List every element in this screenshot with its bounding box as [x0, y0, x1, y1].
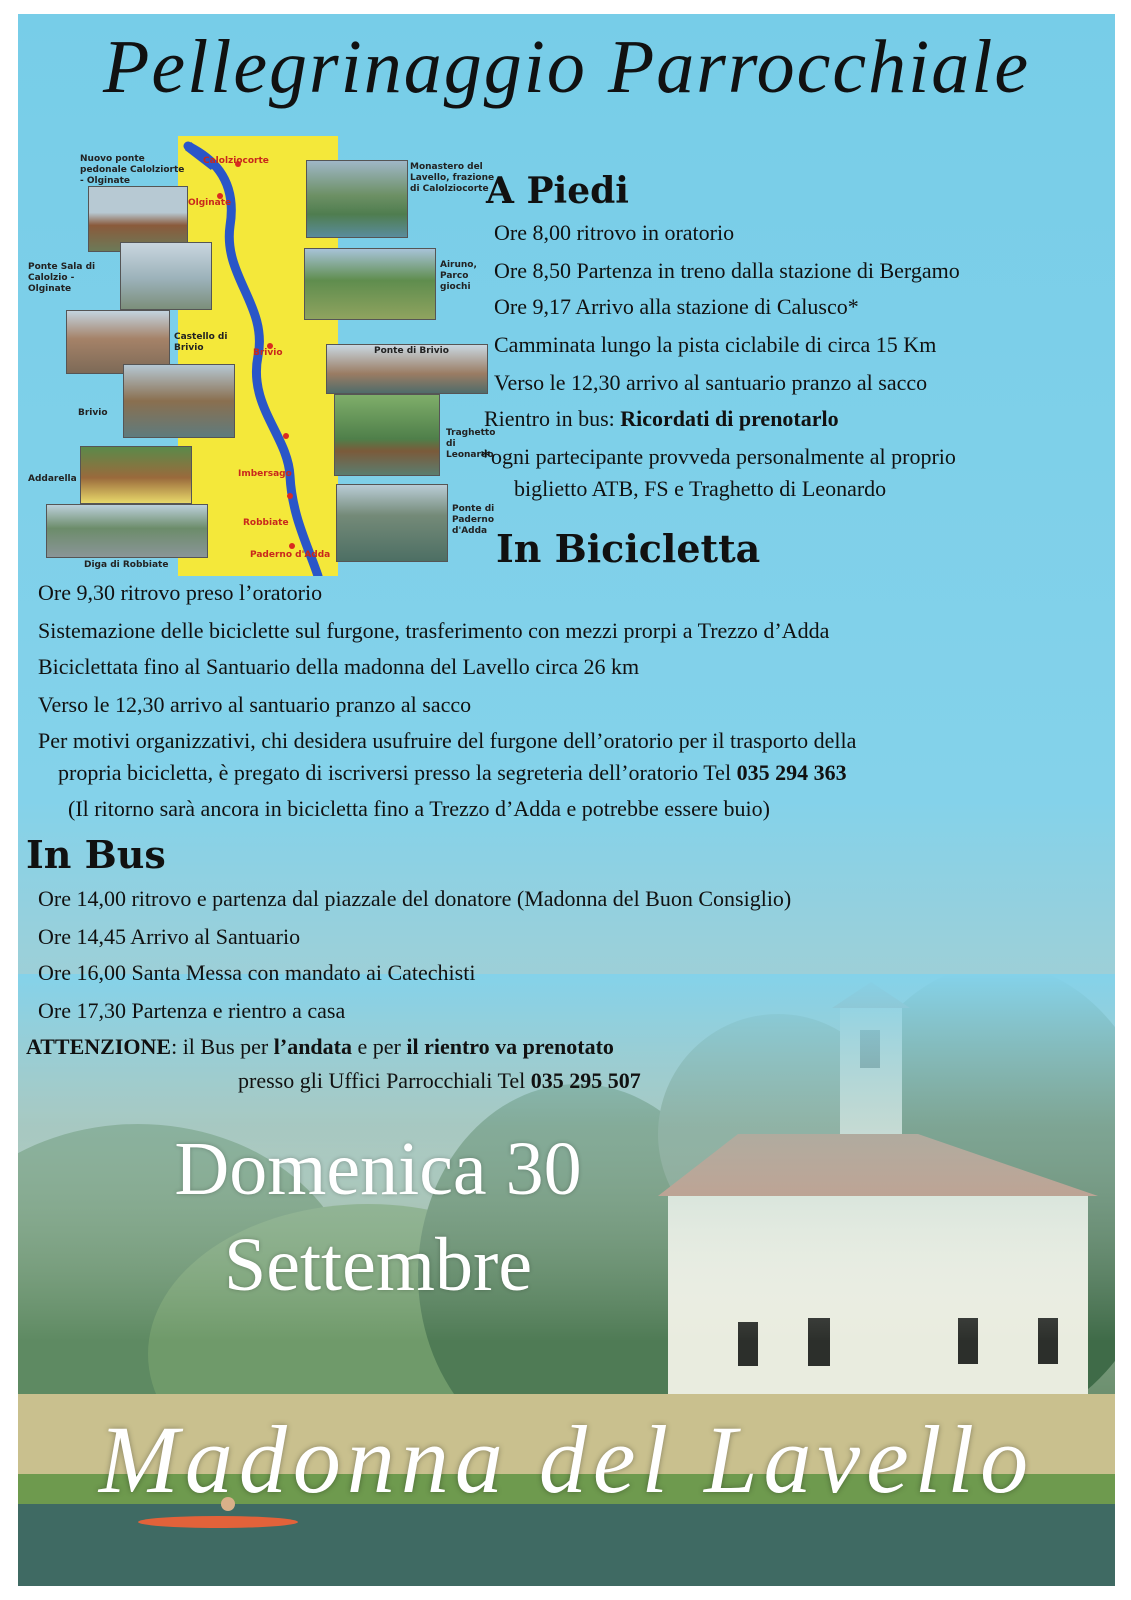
map-label: Castello di Brivio: [174, 332, 228, 353]
attention-text: e per: [352, 1034, 407, 1059]
attention-label: ATTENZIONE: [26, 1034, 172, 1059]
bici-phone: 035 294 363: [736, 760, 847, 785]
bus-attention: [26, 1034, 614, 1060]
piedi-line: Ore 8,50 Partenza in treno dalla stazione di Bergamo: [494, 258, 960, 283]
piedi-line: Ore 8,00 ritrovo in oratorio: [494, 220, 735, 245]
section-heading-bus: In Bus: [26, 832, 166, 877]
attention-bold: il rientro va prenotato: [406, 1034, 614, 1059]
bici-note: (Il ritorno sarà ancora in bicicletta fino a Trezzo d’Adda e potrebbe essere buio): [68, 796, 770, 821]
attention-text: : il Bus per: [171, 1034, 274, 1059]
bici-line: Verso le 12,30 arrivo al santuario pranzo al sacco: [38, 692, 472, 717]
piedi-rientro: [484, 406, 839, 432]
rientro-text: Rientro in bus:: [484, 406, 621, 431]
photo-ferry: [334, 394, 440, 476]
sanctuary-title: Madonna del Lavello: [98, 1406, 1035, 1513]
map-label: Nuovo ponte pedonale Calolziorte - Olginate: [80, 154, 185, 186]
photo-dam: [46, 504, 208, 558]
map-label: Brivio: [78, 408, 108, 418]
map-label: Ponte di Brivio: [374, 346, 449, 356]
bici-line: Sistemazione delle biciclette sul furgone, trasferimento con mezzi prorpi a Trezzo d’Adda: [38, 618, 830, 643]
bus-line: Ore 14,45 Arrivo al Santuario: [38, 924, 301, 949]
photo-monastery: [306, 160, 408, 238]
bici-line: Per motivi organizzativi, chi desidera usufruire del furgone dell’oratorio per il trasporto della: [38, 728, 857, 753]
bus-line: Ore 16,00 Santa Messa con mandato ai Catechisti: [38, 960, 476, 985]
bici-text: propria bicicletta, è pregato di iscriversi presso la segreteria dell’oratorio Tel: [58, 760, 737, 785]
photo-brivio: [123, 364, 235, 438]
town-label: Olginate: [188, 198, 232, 208]
attention-text: presso gli Uffici Parrocchiali Tel: [238, 1068, 531, 1093]
map-label: Ponte di Paderno d'Adda: [452, 504, 495, 536]
town-label: Brivio: [253, 348, 283, 358]
piedi-note: biglietto ATB, FS e Traghetto di Leonardo: [514, 476, 887, 501]
event-date-day: Domenica 30: [174, 1127, 582, 1211]
town-label: Imbersago: [238, 469, 292, 479]
town-label: Robbiate: [243, 518, 289, 528]
bici-line: Biciclettata fino al Santuario della madonna del Lavello circa 26 km: [38, 654, 640, 679]
bus-line: Ore 14,00 ritrovo e partenza dal piazzale del donatore (Madonna del Buon Consiglio): [38, 886, 792, 911]
piedi-line: Ore 9,17 Arrivo alla stazione di Calusco*: [494, 294, 859, 319]
town-label: Paderno d'Adda: [250, 550, 331, 560]
piedi-note: *ogni partecipante provveda personalmente al proprio: [480, 444, 956, 469]
rientro-bold: Ricordati di prenotarlo: [620, 406, 839, 431]
piedi-line: Camminata lungo la pista ciclabile di circa 15 Km: [494, 332, 937, 357]
map-label: Addarella: [28, 474, 77, 484]
photo-paderno-bridge: [336, 484, 448, 562]
photo-addarella: [80, 446, 192, 504]
poster-title: Pellegrinaggio Parrocchiale: [102, 25, 1031, 109]
bici-line: Ore 9,30 ritrovo preso l’oratorio: [38, 580, 323, 605]
attention-phone: 035 295 507: [530, 1068, 641, 1093]
route-map-collage: [28, 136, 528, 576]
section-heading-piedi: A Piedi: [486, 170, 629, 212]
map-label: Diga di Robbiate: [84, 560, 169, 570]
map-label: Ponte Sala di Calolzio - Olginate: [28, 262, 96, 294]
photo-playground: [304, 248, 436, 320]
event-date-month: Settembre: [223, 1223, 533, 1307]
bus-line: Ore 17,30 Partenza e rientro a casa: [38, 998, 346, 1023]
bici-line: [58, 760, 847, 786]
photo-bridge-sala: [120, 242, 212, 310]
poster: [18, 14, 1115, 1586]
map-label: Airuno, Parco giochi: [440, 260, 477, 292]
bus-attention-line2: [238, 1068, 641, 1094]
map-label: Monastero del Lavello, frazione di Calolziocorte: [410, 162, 495, 194]
section-heading-bici: In Bicicletta: [496, 526, 761, 571]
map-label: Traghetto di Leonardo: [446, 428, 496, 460]
piedi-line: Verso le 12,30 arrivo al santuario pranzo al sacco: [494, 370, 928, 395]
attention-bold: l’andata: [273, 1034, 352, 1059]
town-label: Calolziocorte: [203, 156, 269, 166]
